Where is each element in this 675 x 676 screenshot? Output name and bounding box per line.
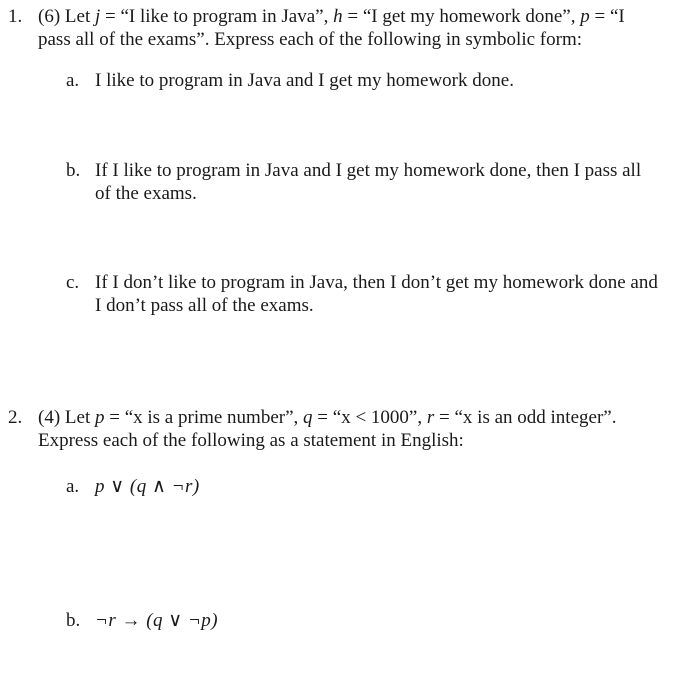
question-1-instruction: pass all of the exams”. Express each of the following in symbolic form:: [38, 29, 583, 50]
let-word: Let: [64, 6, 91, 27]
definition-h: “I get my homework done”,: [362, 6, 576, 27]
equals-sign: =: [317, 407, 329, 428]
q1-item-a: [66, 69, 661, 92]
variable-j: j: [94, 6, 101, 27]
question-number: 1.: [8, 6, 23, 27]
variable-q: q: [303, 407, 313, 428]
item-text: If I don’t like to program in Java, then I don’t get my homework done and I don’t pass all of the exams.: [95, 272, 658, 316]
logic-expression: ¬r → (q ∨ ¬p): [95, 610, 219, 631]
equals-sign: =: [105, 6, 116, 27]
question-2-prompt: [38, 406, 658, 429]
item-letter: c.: [66, 272, 80, 293]
question-1-line-2: [8, 28, 658, 51]
variable-h: h: [333, 6, 343, 27]
item-letter: a.: [66, 476, 80, 497]
equals-sign: =: [594, 6, 606, 27]
variable-r: r: [426, 407, 435, 428]
item-letter: a.: [66, 70, 80, 91]
equals-sign: =: [109, 407, 120, 428]
question-2-line-1: [8, 406, 658, 429]
equals-sign: =: [439, 407, 450, 428]
item-letter: b.: [66, 610, 81, 631]
question-1: [8, 5, 658, 51]
question-2: [8, 406, 658, 452]
logic-expression: p ∨ (q ∧ ¬r): [95, 476, 200, 497]
question-points: (6): [38, 6, 61, 27]
variable-p: p: [580, 6, 590, 27]
let-word: Let: [64, 407, 91, 428]
definition-p-start: “I: [609, 6, 625, 27]
q1-item-b: [66, 159, 661, 205]
definition-q: “x < 1000”,: [332, 407, 423, 428]
item-text: If I like to program in Java and I get my homework done, then I pass all of the exams.: [95, 160, 642, 204]
definition-r: “x is an odd integer”.: [454, 407, 617, 428]
q2-item-b: [66, 609, 661, 632]
question-number: 2.: [8, 407, 23, 428]
question-1-line-1: [8, 5, 658, 28]
variable-p: p: [94, 407, 105, 428]
definition-p: “x is a prime number”,: [124, 407, 299, 428]
item-letter: b.: [66, 160, 81, 181]
question-2-line-2: [8, 429, 658, 452]
q1-item-c: [66, 271, 661, 317]
item-text: I like to program in Java and I get my homework done.: [95, 70, 514, 91]
definition-j: “I like to program in Java”,: [120, 6, 329, 27]
equals-sign: =: [347, 6, 359, 27]
question-points: (4): [38, 407, 61, 428]
q2-item-a: [66, 475, 661, 498]
question-2-instruction: Express each of the following as a statement in English:: [38, 430, 464, 451]
question-1-prompt: [38, 5, 658, 28]
